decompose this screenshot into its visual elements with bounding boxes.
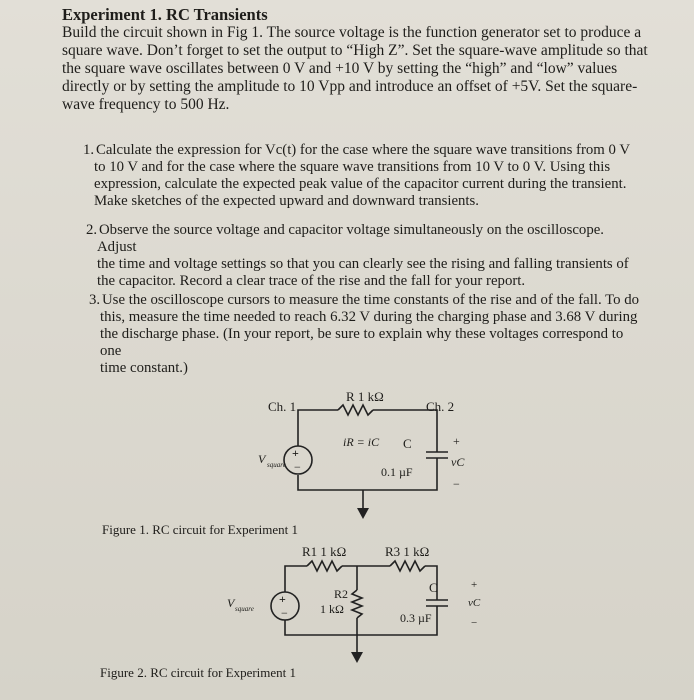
wire xyxy=(298,410,338,420)
vc-minus: − xyxy=(453,477,460,491)
source-minus: − xyxy=(281,606,288,620)
question-line: the capacitor. Record a clear trace of the rise and the fall for your report. xyxy=(97,273,526,289)
source-label: V xyxy=(227,596,235,610)
vc-plus: + xyxy=(453,434,460,448)
vc-plus: + xyxy=(471,579,478,591)
source-plus: + xyxy=(292,446,299,460)
wire xyxy=(298,458,437,490)
ch1-label: Ch. 1 xyxy=(268,399,297,414)
resistor-r xyxy=(338,405,373,415)
r2-value: 1 kΩ xyxy=(320,602,344,616)
question-line: the time and voltage settings so that you can clearly see the rising and falling transients of xyxy=(97,256,629,272)
capacitor-label: C xyxy=(429,580,438,595)
intro-line: the square wave oscillates between 0 V and +10 V by setting the “high” and “low” values xyxy=(62,60,618,77)
question-line: time constant.) xyxy=(100,360,188,376)
capacitor-value: 0.3 µF xyxy=(400,611,432,625)
ch2-label: Ch. 2 xyxy=(426,399,455,414)
question-line: this, measure the time needed to reach 6.32 V during the charging phase and 3.68 V during xyxy=(100,309,638,325)
question-line: to 10 V and for the case where the square wave transitions from 10 V to 0 V. Using this xyxy=(94,159,611,175)
ground-arrow-icon xyxy=(351,652,363,663)
question-number: 2. xyxy=(86,222,98,238)
resistor-r1 xyxy=(307,561,342,571)
question-number: 1. xyxy=(83,142,95,158)
intro-line: directly or by setting the amplitude to 10 Vpp and introduce an offset of +5V. Set the square- xyxy=(62,78,638,95)
resistor-r2 xyxy=(352,590,362,618)
wire xyxy=(285,566,307,592)
question-line: the discharge phase. (In your report, be sure to explain why these voltages correspond to one xyxy=(100,326,624,359)
ground-arrow-icon xyxy=(357,508,369,519)
source-minus: − xyxy=(294,460,301,474)
capacitor-c2 xyxy=(426,600,448,606)
intro-line: Build the circuit shown in Fig 1. The source voltage is the function generator set to produce a xyxy=(62,24,642,41)
experiment-title: Experiment 1. RC Transients xyxy=(62,5,268,24)
vc-label: vC xyxy=(451,455,465,469)
intro-line: square wave. Don’t forget to set the output to “High Z”. Set the square-wave amplitude so that xyxy=(62,42,648,59)
figure-2-caption: Figure 2. RC circuit for Experiment 1 xyxy=(100,665,297,680)
question-line: expression, calculate the expected peak value of the capacitor current during the transient. xyxy=(94,176,627,192)
capacitor-value: 0.1 µF xyxy=(381,465,413,479)
r2-name: R2 xyxy=(334,587,349,601)
source-plus: + xyxy=(279,592,286,606)
vc-label: vC xyxy=(468,597,481,609)
question-number: 3. xyxy=(89,292,101,308)
vc-minus: − xyxy=(471,617,478,629)
r1-label: R1 1 kΩ xyxy=(302,544,347,559)
capacitor-label: C xyxy=(403,436,412,451)
capacitor-c xyxy=(426,452,448,458)
question-line: Calculate the expression for Vc(t) for the case where the square wave transitions from 0 V xyxy=(96,142,631,158)
source-label: V xyxy=(258,452,266,466)
intro-line: wave frequency to 500 Hz. xyxy=(62,96,230,113)
current-label: iR = iC xyxy=(343,435,380,449)
resistor-label: R 1 kΩ xyxy=(346,389,384,404)
r3-label: R3 1 kΩ xyxy=(385,544,430,559)
figure-1-caption: Figure 1. RC circuit for Experiment 1 xyxy=(102,522,299,537)
source-subscript: square xyxy=(267,461,286,469)
question-line: Observe the source voltage and capacitor voltage simultaneously on the oscilloscope. Adjust xyxy=(97,222,604,255)
question-line: Use the oscilloscope cursors to measure the time constants of the rise and of the fall. To do xyxy=(102,292,639,308)
question-line: Make sketches of the expected upward and downward transients. xyxy=(94,193,480,209)
source-subscript: square xyxy=(235,605,254,613)
resistor-r3 xyxy=(390,561,425,571)
